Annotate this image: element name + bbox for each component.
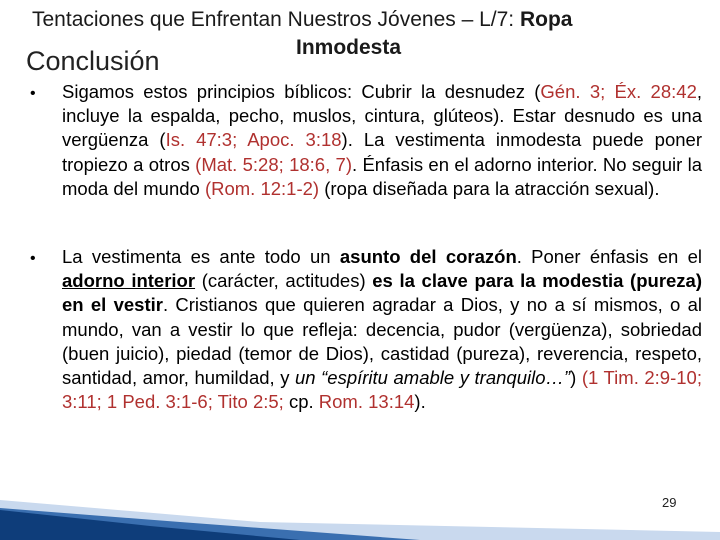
text: ). La vestimenta inmodesta puede poner tropiezo a otros	[62, 129, 703, 175]
text: )	[570, 367, 582, 389]
scripture-reference: Rom. 13:14	[318, 391, 415, 413]
scripture-reference: (Rom. 12:1-2)	[204, 177, 320, 199]
slide-title-topic-cont: Inmodesta	[296, 36, 402, 59]
text: . Énfasis en el adorno interior. No seguir la moda del mundo	[62, 153, 702, 199]
text: (carácter, actitudes)	[195, 270, 373, 292]
page-number: 29	[662, 495, 677, 510]
bullet-marker-2: •	[30, 250, 36, 267]
text: ).	[414, 391, 426, 413]
scripture-reference: Gén. 3; Éx. 28:42	[540, 81, 697, 102]
paragraph-principles	[62, 80, 702, 201]
scripture-reference: (1 Tim. 2:9-10; 3:11; 1 Ped. 3:1-6; Tito 2:5;	[62, 367, 702, 413]
slide-title-separator: – L/7:	[455, 8, 520, 31]
text: Sigamos estos principios bíblicos: Cubrir la desnudez (	[62, 81, 541, 102]
footer-wave-decoration	[0, 460, 720, 540]
bullet-marker-1: •	[30, 85, 36, 102]
emphasis-underlined: adorno interior	[62, 270, 196, 292]
paragraph-heart-matter	[62, 245, 702, 414]
text: (ropa diseñada para la atracción sexual).	[319, 177, 660, 199]
text: , incluye la espalda, pecho, muslos, cintura, glúteos). Estar desnudo es una vergüenza (	[62, 81, 702, 151]
slide-title-topic: Ropa	[519, 8, 573, 31]
text: . Poner énfasis en el	[516, 246, 702, 267]
emphasis: asunto del corazón	[339, 246, 517, 267]
scripture-reference: (Mat. 5:28; 18:6, 7)	[195, 153, 352, 175]
text: . Cristianos que quieren agradar a Dios, y no a sí mismos, o al mundo, van a vestir lo que refleja: decencia, pudor (vergüenza), sobriedad (buen juicio), piedad (temor de Dios), castidad (pureza), reverencia, respeto, santidad, amor, humildad, y	[62, 294, 702, 389]
slide-subtitle: Conclusión	[26, 46, 160, 76]
quote: un “espíritu amable y tranquilo…”	[295, 367, 571, 389]
emphasis: es la clave para la modestia (pureza) en el vestir	[62, 270, 703, 316]
text: cp.	[283, 391, 319, 413]
slide-title-main: Tentaciones que Enfrentan Nuestros Jóvenes	[32, 8, 456, 31]
scripture-reference: Is. 47:3; Apoc. 3:18	[165, 129, 342, 151]
text: La vestimenta es ante todo un	[62, 246, 340, 267]
